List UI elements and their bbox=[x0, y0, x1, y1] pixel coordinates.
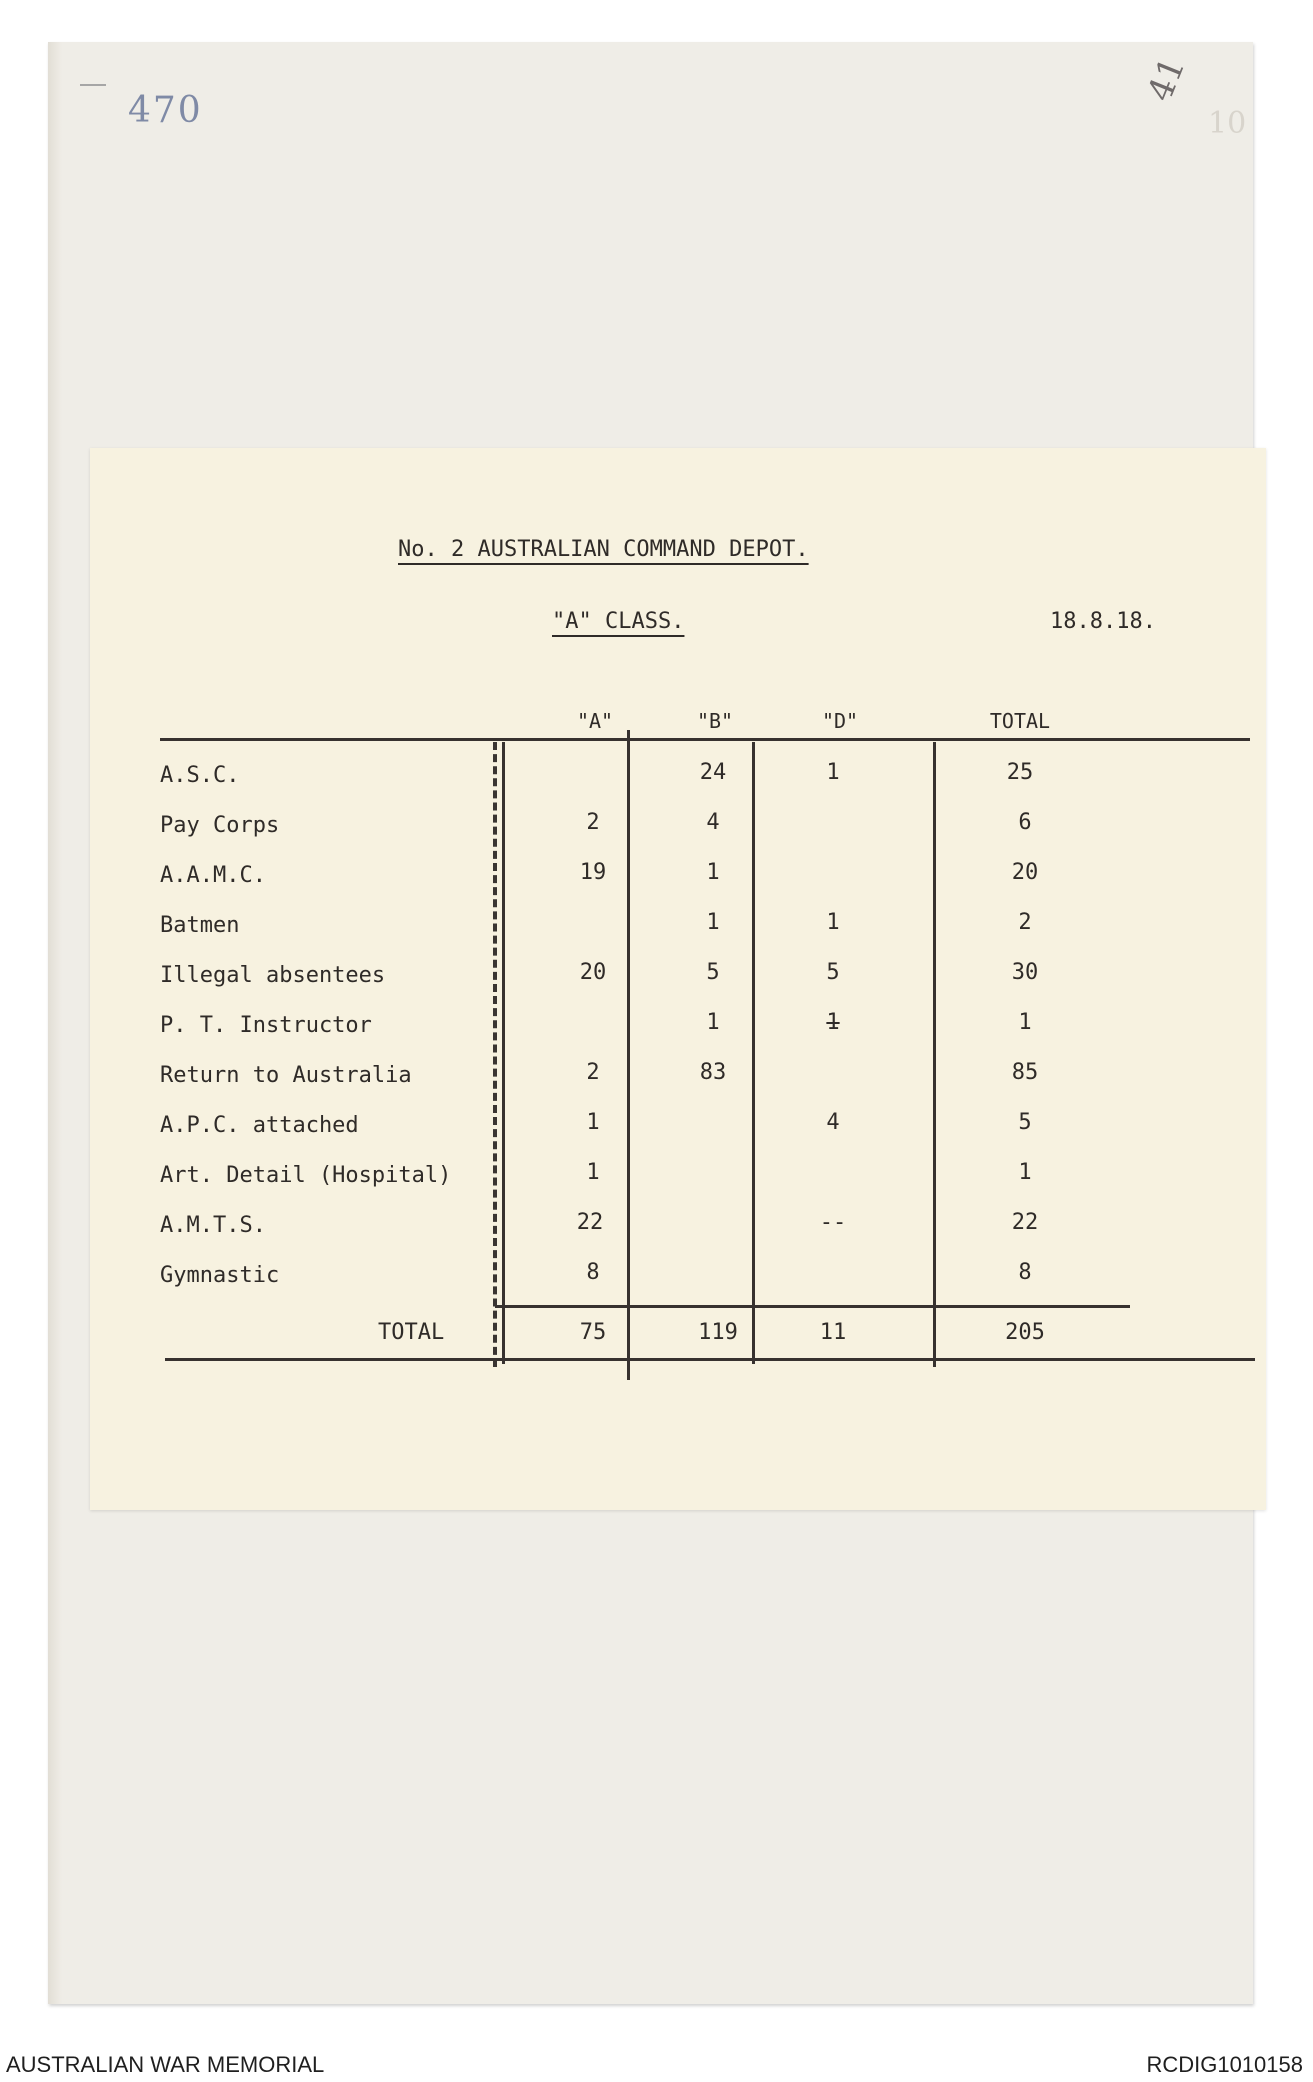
cell-total: 6 bbox=[1018, 810, 1032, 835]
row-label: A.P.C. attached bbox=[160, 1113, 359, 1138]
cell-d: 1 bbox=[826, 760, 840, 785]
cell-total: 30 bbox=[1011, 960, 1039, 985]
cell-a: 20 bbox=[579, 960, 607, 985]
folio-number-stamp: 470 bbox=[128, 90, 203, 131]
column-divider-d-total bbox=[933, 742, 936, 1367]
cell-total: 22 bbox=[1011, 1210, 1039, 1235]
cell-a: 19 bbox=[579, 860, 607, 885]
cell-d: 5 bbox=[826, 960, 840, 985]
pencil-mark bbox=[80, 84, 106, 86]
cell-total: 1 bbox=[1018, 1010, 1032, 1035]
page-edge-shadow bbox=[48, 42, 62, 2004]
cell-a: 8 bbox=[586, 1260, 600, 1285]
cell-total: 25 bbox=[1006, 760, 1034, 785]
footer-record-id: RCDIG1010158 bbox=[1146, 2052, 1303, 2077]
total-rule-bottom bbox=[165, 1358, 1255, 1361]
cell-total: 20 bbox=[1011, 860, 1039, 885]
footer-institution: AUSTRALIAN WAR MEMORIAL bbox=[6, 2052, 325, 2077]
cell-b: 83 bbox=[699, 1060, 727, 1085]
cell-a: 1 bbox=[586, 1110, 600, 1135]
document-subheading: "A" CLASS. bbox=[552, 609, 685, 634]
column-header-d: "D" bbox=[821, 709, 859, 733]
cell-b: 1 bbox=[706, 1010, 720, 1035]
cell-a: 2 bbox=[586, 1060, 600, 1085]
cell-b: 1 bbox=[706, 910, 720, 935]
total-row-label: TOTAL bbox=[378, 1320, 445, 1345]
cell-d: -- bbox=[819, 1210, 847, 1235]
label-column-rule bbox=[502, 742, 505, 1364]
total-total: 205 bbox=[1005, 1320, 1045, 1345]
row-label: Illegal absentees bbox=[160, 963, 386, 988]
page-number-handwritten: 41 bbox=[1140, 51, 1194, 107]
cell-a: 2 bbox=[586, 810, 600, 835]
column-divider-b-d bbox=[752, 742, 755, 1364]
label-column-divider bbox=[493, 742, 497, 1367]
cell-total: 2 bbox=[1018, 910, 1032, 935]
row-label: Pay Corps bbox=[160, 813, 280, 838]
faint-page-number: 10 bbox=[1208, 106, 1247, 141]
row-label: Art. Detail (Hospital) bbox=[160, 1163, 452, 1188]
cell-total: 5 bbox=[1018, 1110, 1032, 1135]
cell-b: 4 bbox=[706, 810, 720, 835]
column-header-b: "B" bbox=[696, 709, 734, 733]
total-b: 119 bbox=[698, 1320, 738, 1345]
total-d: 11 bbox=[819, 1320, 847, 1345]
cell-b: 1 bbox=[706, 860, 720, 885]
document-date: 18.8.18. bbox=[1050, 609, 1156, 634]
header-rule bbox=[160, 738, 1250, 741]
row-label: Batmen bbox=[160, 913, 240, 938]
cell-total: 1 bbox=[1018, 1160, 1032, 1185]
row-label: A.S.C. bbox=[160, 763, 240, 788]
document-heading: No. 2 AUSTRALIAN COMMAND DEPOT. bbox=[398, 537, 809, 562]
cell-b: 5 bbox=[706, 960, 720, 985]
total-rule-top bbox=[495, 1305, 1130, 1308]
row-label: A.M.T.S. bbox=[160, 1213, 266, 1238]
cell-total: 8 bbox=[1018, 1260, 1032, 1285]
total-a: 75 bbox=[579, 1320, 607, 1345]
row-label: Gymnastic bbox=[160, 1263, 280, 1288]
column-header-total: TOTAL bbox=[989, 709, 1051, 733]
row-label: Return to Australia bbox=[160, 1063, 412, 1088]
cell-d: 1 bbox=[826, 910, 840, 935]
cell-d: 4 bbox=[826, 1110, 840, 1135]
column-header-a: "A" bbox=[576, 709, 614, 733]
cell-b: 24 bbox=[699, 760, 727, 785]
row-label: A.A.M.C. bbox=[160, 863, 266, 888]
cell-d-struck: 1 bbox=[826, 1010, 840, 1035]
cell-total: 85 bbox=[1011, 1060, 1039, 1085]
cell-a: 22 bbox=[576, 1210, 604, 1235]
row-label: P. T. Instructor bbox=[160, 1013, 372, 1038]
cell-a: 1 bbox=[586, 1160, 600, 1185]
